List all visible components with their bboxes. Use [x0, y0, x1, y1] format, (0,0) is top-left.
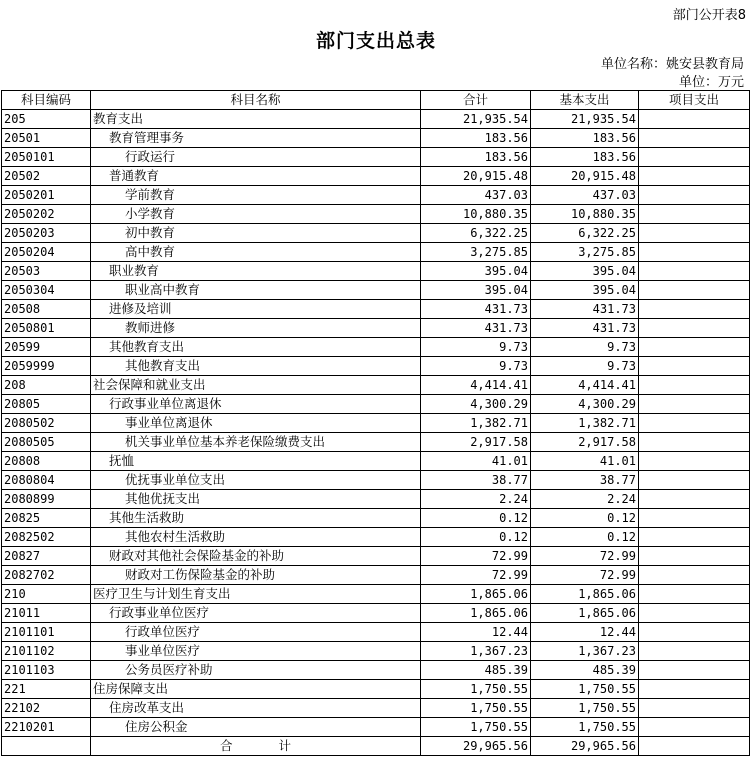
cell-total: 395.04 [421, 262, 531, 281]
cell-project [639, 110, 750, 129]
column-header-basic: 基本支出 [531, 91, 639, 110]
column-header-code: 科目编码 [2, 91, 91, 110]
cell-total: 38.77 [421, 471, 531, 490]
cell-basic: 3,275.85 [531, 243, 639, 262]
cell-name: 事业单位离退休 [91, 414, 421, 433]
cell-total: 20,915.48 [421, 167, 531, 186]
cell-basic: 395.04 [531, 281, 639, 300]
cell-total: 183.56 [421, 148, 531, 167]
cell-name: 公务员医疗补助 [91, 661, 421, 680]
total-row [2, 737, 750, 756]
cell-name: 职业高中教育 [91, 281, 421, 300]
cell-project [639, 585, 750, 604]
cell-name: 行政事业单位医疗 [91, 604, 421, 623]
page-title: 部门支出总表 [315, 30, 436, 52]
cell-code: 221 [2, 680, 91, 699]
table-body [2, 110, 750, 737]
table-row [2, 433, 750, 452]
cell-code: 2050203 [2, 224, 91, 243]
cell-basic: 9.73 [531, 357, 639, 376]
table-row [2, 699, 750, 718]
cell-name: 行政单位医疗 [91, 623, 421, 642]
cell-total: 0.12 [421, 509, 531, 528]
cell-basic: 0.12 [531, 509, 639, 528]
cell-basic: 41.01 [531, 452, 639, 471]
total-label-part1: 合 [219, 738, 233, 753]
cell-project [639, 699, 750, 718]
cell-code: 2050201 [2, 186, 91, 205]
total-row-total: 29,965.56 [421, 737, 531, 756]
cell-project [639, 357, 750, 376]
cell-code: 20827 [2, 547, 91, 566]
table-row [2, 604, 750, 623]
cell-total: 9.73 [421, 338, 531, 357]
cell-code: 2050304 [2, 281, 91, 300]
table-row [2, 357, 750, 376]
cell-project [639, 376, 750, 395]
cell-code: 2050101 [2, 148, 91, 167]
cell-basic: 21,935.54 [531, 110, 639, 129]
cell-project [639, 471, 750, 490]
table-row [2, 110, 750, 129]
cell-basic: 183.56 [531, 148, 639, 167]
table-row [2, 167, 750, 186]
table-row [2, 205, 750, 224]
table-row [2, 319, 750, 338]
total-row-code [2, 737, 91, 756]
cell-name: 教育管理事务 [91, 129, 421, 148]
cell-project [639, 718, 750, 737]
cell-total: 0.12 [421, 528, 531, 547]
cell-project [639, 129, 750, 148]
cell-code: 2059999 [2, 357, 91, 376]
cell-basic: 1,865.06 [531, 604, 639, 623]
cell-name: 事业单位医疗 [91, 642, 421, 661]
cell-basic: 20,915.48 [531, 167, 639, 186]
cell-code: 208 [2, 376, 91, 395]
cell-name: 普通教育 [91, 167, 421, 186]
cell-name: 其他教育支出 [91, 357, 421, 376]
cell-basic: 1,750.55 [531, 680, 639, 699]
cell-total: 437.03 [421, 186, 531, 205]
table-row [2, 395, 750, 414]
cell-basic: 1,750.55 [531, 699, 639, 718]
cell-name: 优抚事业单位支出 [91, 471, 421, 490]
cell-project [639, 661, 750, 680]
cell-basic: 1,382.71 [531, 414, 639, 433]
cell-basic: 437.03 [531, 186, 639, 205]
cell-total: 2,917.58 [421, 433, 531, 452]
table-row [2, 642, 750, 661]
cell-basic: 485.39 [531, 661, 639, 680]
total-row-label [91, 737, 421, 756]
cell-code: 2082702 [2, 566, 91, 585]
cell-total: 485.39 [421, 661, 531, 680]
total-row-basic: 29,965.56 [531, 737, 639, 756]
cell-project [639, 547, 750, 566]
total-row-project [639, 737, 750, 756]
column-header-total: 合计 [421, 91, 531, 110]
cell-name: 职业教育 [91, 262, 421, 281]
table-row [2, 262, 750, 281]
cell-basic: 72.99 [531, 566, 639, 585]
cell-code: 2050801 [2, 319, 91, 338]
cell-name: 财政对工伤保险基金的补助 [91, 566, 421, 585]
cell-basic: 2.24 [531, 490, 639, 509]
cell-name: 行政事业单位离退休 [91, 395, 421, 414]
cell-total: 4,414.41 [421, 376, 531, 395]
table-row [2, 623, 750, 642]
cell-project [639, 642, 750, 661]
cell-total: 6,322.25 [421, 224, 531, 243]
cell-total: 21,935.54 [421, 110, 531, 129]
cell-name: 初中教育 [91, 224, 421, 243]
cell-name: 其他农村生活救助 [91, 528, 421, 547]
table-row [2, 414, 750, 433]
cell-total: 1,865.06 [421, 585, 531, 604]
cell-project [639, 414, 750, 433]
cell-basic: 1,750.55 [531, 718, 639, 737]
cell-basic: 6,322.25 [531, 224, 639, 243]
table-row [2, 680, 750, 699]
cell-code: 2050204 [2, 243, 91, 262]
cell-code: 20503 [2, 262, 91, 281]
table-row [2, 338, 750, 357]
table-row [2, 718, 750, 737]
cell-project [639, 319, 750, 338]
cell-code: 20502 [2, 167, 91, 186]
cell-project [639, 167, 750, 186]
cell-basic: 1,367.23 [531, 642, 639, 661]
cell-total: 183.56 [421, 129, 531, 148]
cell-project [639, 262, 750, 281]
cell-name: 住房改革支出 [91, 699, 421, 718]
expenditure-table [1, 90, 750, 756]
cell-name: 抚恤 [91, 452, 421, 471]
cell-code: 2050202 [2, 205, 91, 224]
cell-project [639, 281, 750, 300]
cell-basic: 1,865.06 [531, 585, 639, 604]
cell-code: 20805 [2, 395, 91, 414]
column-header-project: 项目支出 [639, 91, 750, 110]
table-row [2, 509, 750, 528]
cell-name: 小学教育 [91, 205, 421, 224]
table-row [2, 148, 750, 167]
cell-code: 2080804 [2, 471, 91, 490]
cell-total: 1,367.23 [421, 642, 531, 661]
cell-total: 1,382.71 [421, 414, 531, 433]
cell-code: 22102 [2, 699, 91, 718]
cell-name: 高中教育 [91, 243, 421, 262]
cell-name: 行政运行 [91, 148, 421, 167]
cell-total: 72.99 [421, 547, 531, 566]
cell-total: 1,750.55 [421, 699, 531, 718]
cell-basic: 395.04 [531, 262, 639, 281]
total-label-part2: 计 [278, 738, 292, 753]
cell-name: 教育支出 [91, 110, 421, 129]
cell-project [639, 224, 750, 243]
cell-project [639, 433, 750, 452]
cell-basic: 72.99 [531, 547, 639, 566]
cell-basic: 4,414.41 [531, 376, 639, 395]
cell-name: 学前教育 [91, 186, 421, 205]
cell-name: 财政对其他社会保险基金的补助 [91, 547, 421, 566]
unit-name: 单位名称：姚安县教育局 [600, 57, 744, 72]
cell-code: 2080505 [2, 433, 91, 452]
form-number: 部门公开表8 [672, 8, 746, 23]
cell-code: 2101102 [2, 642, 91, 661]
cell-project [639, 680, 750, 699]
cell-name: 社会保障和就业支出 [91, 376, 421, 395]
cell-project [639, 205, 750, 224]
cell-project [639, 452, 750, 471]
cell-basic: 38.77 [531, 471, 639, 490]
cell-total: 1,865.06 [421, 604, 531, 623]
cell-code: 2082502 [2, 528, 91, 547]
cell-code: 21011 [2, 604, 91, 623]
table-row [2, 490, 750, 509]
table-row [2, 566, 750, 585]
cell-name: 机关事业单位基本养老保险缴费支出 [91, 433, 421, 452]
cell-total: 4,300.29 [421, 395, 531, 414]
cell-project [639, 528, 750, 547]
cell-total: 10,880.35 [421, 205, 531, 224]
cell-basic: 12.44 [531, 623, 639, 642]
cell-total: 9.73 [421, 357, 531, 376]
table-row [2, 300, 750, 319]
cell-basic: 431.73 [531, 300, 639, 319]
cell-total: 1,750.55 [421, 718, 531, 737]
table-row [2, 585, 750, 604]
cell-project [639, 490, 750, 509]
cell-code: 205 [2, 110, 91, 129]
cell-project [639, 566, 750, 585]
table-row [2, 547, 750, 566]
cell-basic: 183.56 [531, 129, 639, 148]
table-header-row [2, 91, 750, 110]
table-row [2, 376, 750, 395]
cell-name: 住房保障支出 [91, 680, 421, 699]
cell-name: 医疗卫生与计划生育支出 [91, 585, 421, 604]
cell-code: 20599 [2, 338, 91, 357]
cell-code: 2101103 [2, 661, 91, 680]
table-row [2, 186, 750, 205]
cell-basic: 0.12 [531, 528, 639, 547]
table-row [2, 224, 750, 243]
table-row [2, 281, 750, 300]
table-row [2, 243, 750, 262]
cell-project [639, 623, 750, 642]
cell-name: 教师进修 [91, 319, 421, 338]
cell-name: 住房公积金 [91, 718, 421, 737]
cell-basic: 9.73 [531, 338, 639, 357]
cell-code: 20825 [2, 509, 91, 528]
column-header-name: 科目名称 [91, 91, 421, 110]
cell-total: 2.24 [421, 490, 531, 509]
cell-code: 20808 [2, 452, 91, 471]
cell-basic: 431.73 [531, 319, 639, 338]
cell-project [639, 509, 750, 528]
cell-name: 其他生活救助 [91, 509, 421, 528]
cell-total: 3,275.85 [421, 243, 531, 262]
table-row [2, 471, 750, 490]
cell-project [639, 395, 750, 414]
cell-project [639, 243, 750, 262]
table-row [2, 661, 750, 680]
cell-name: 进修及培训 [91, 300, 421, 319]
currency-unit: 单位：万元 [678, 75, 744, 90]
cell-total: 72.99 [421, 566, 531, 585]
cell-project [639, 338, 750, 357]
cell-total: 12.44 [421, 623, 531, 642]
cell-project [639, 148, 750, 167]
cell-basic: 10,880.35 [531, 205, 639, 224]
cell-code: 2080502 [2, 414, 91, 433]
cell-total: 41.01 [421, 452, 531, 471]
cell-code: 20501 [2, 129, 91, 148]
cell-total: 395.04 [421, 281, 531, 300]
cell-code: 2080899 [2, 490, 91, 509]
cell-basic: 2,917.58 [531, 433, 639, 452]
table-row [2, 129, 750, 148]
cell-total: 1,750.55 [421, 680, 531, 699]
cell-name: 其他教育支出 [91, 338, 421, 357]
cell-code: 2210201 [2, 718, 91, 737]
cell-code: 2101101 [2, 623, 91, 642]
table-row [2, 452, 750, 471]
cell-code: 210 [2, 585, 91, 604]
cell-basic: 4,300.29 [531, 395, 639, 414]
cell-name: 其他优抚支出 [91, 490, 421, 509]
cell-project [639, 300, 750, 319]
cell-project [639, 186, 750, 205]
cell-total: 431.73 [421, 300, 531, 319]
cell-total: 431.73 [421, 319, 531, 338]
cell-code: 20508 [2, 300, 91, 319]
cell-project [639, 604, 750, 623]
table-row [2, 528, 750, 547]
